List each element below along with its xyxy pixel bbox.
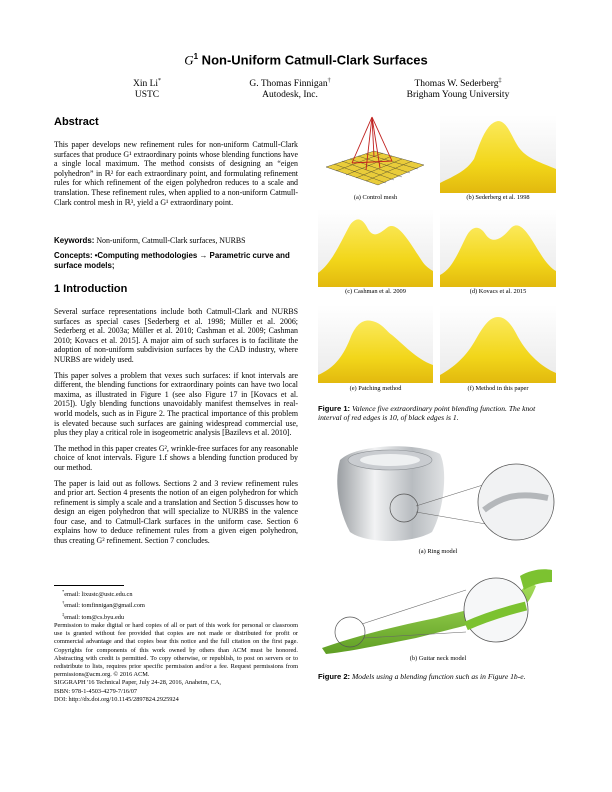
fig1-panel-caption: (e) Patching method [349,385,402,392]
panel-kovacs-2015 [440,209,556,287]
author-2 [225,76,355,101]
intro-paragraph: The paper is laid out as follows. Sections 2 and 3 review refinement rules and prior art. Section 4 presents the notion of an eigen polyhedron for which refinement is simply a scale and a translation and Section 5 discusses how to design an eigen polyhedron that will specialize to NURBS in the valence four case, and to Catmull-Clark surfaces in the uniform case. Section 6 explains how to deduce refinement rules from a given eigen polyhedron, thus creating G² refinement. Section 7 concludes. [54,478,298,546]
fig1-panel-caption: (d) Kovacs et al. 2015 [469,288,527,295]
concepts [54,251,298,270]
panel-control-mesh [318,115,433,193]
figure-caption-text: Valence five extraordinary point blending function. The knot interval of red edges is 10, of black edges is 1. [318,404,536,423]
panel-guitar-neck-model [318,564,558,654]
panel-sederberg-1998 [440,115,556,193]
author-name: Xin Li [132,79,159,90]
author-1 [92,76,202,101]
footnote: ‡email: tom@cs.byu.edu [62,611,125,621]
author-mark: ‡ [498,78,502,84]
panel-cashman-2009 [318,209,433,287]
panel-method-this-paper [440,305,556,383]
fig1-panel-caption: (f) Method in this paper [467,385,529,392]
keywords-text: Non-uniform, Catmull-Clark surfaces, NURBS [96,236,246,245]
author-affiliation: Autodesk, Inc. [262,90,318,101]
author-3 [383,76,533,101]
intro-body [54,307,298,552]
figure-1-caption [318,404,560,423]
title-sup: 1 [193,52,199,61]
venue-line: SIGGRAPH '16 Technical Paper, July 24-28, 2016, Anaheim, CA, [54,679,222,687]
fig2-panel-caption: (b) Guitar neck model [409,655,467,662]
footnote-rule [54,585,124,586]
concepts-label: Concepts: [54,251,93,260]
intro-paragraph: Several surface representations include both Catmull-Clark and NURBS surfaces as special cases [Sederberg et al. 1998; Müller et al. 2006; Sederberg et al. 2003a; Müller et al. 2010; Cashman et al. 2009; Cashman 2010; Kovacs et al. 2015]. A major aim of such surfaces is to facilitate the adoption of non-uniform subdivision surfaces by the CAD industry, where NURBS are widely used. [54,307,298,364]
abstract-heading: Abstract [54,116,99,128]
intro-paragraph: This paper solves a problem that vexes such surfaces: if knot intervals are different, the blending functions for extraordinary points can have two local maxima, as illustrated in Figure 1 (see also Figure 17 in [Kovacs et al. 2015]). Ugly blending functions unavoidably manifest themselves in real-world models, such as in Figure 2. The practical importance of this problem is elevated because such surfaces are gaining widespread commercial use, plus they play a critical role in isogeometric analysis [Bazilevs et al. 2010]. [54,370,298,438]
fig1-panel-caption: (b) Sederberg et al. 1998 [466,194,530,201]
author-name: Thomas W. Sederberg [414,79,499,90]
figure-label: Figure 2: [318,672,351,681]
fig1-panel-caption: (c) Cashman et al. 2009 [345,288,406,295]
intro-heading: 1 Introduction [54,283,128,295]
title-g: G [184,52,194,68]
footnote: *email: lixustc@ustc.edu.cn [62,589,133,599]
author-affiliation: USTC [134,90,160,101]
permission-notice: Permission to make digital or hard copies of all or part of this work for personal or classroom use is granted without fee provided that copies are not made or distributed for profit or commercial advantage and that copies bear this notice and the full citation on the first page. Copyrights for components of this work owned by others than ACM must be honored. Abstracting with credit is permitted. To copy otherwise, or republish, to post on servers or to redistribute to lists, requires prior specific permission and/or a fee. Request permissions from permissions@acm.org. © 2016 ACM. [54,621,298,679]
footnotes [54,588,298,704]
title-rest: Non-Uniform Catmull-Clark Surfaces [198,52,428,68]
paper-title [0,52,612,68]
figure-2-images [316,440,560,676]
author-affiliation: Brigham Young University [406,90,510,101]
footnote: †email: tomfinnigan@gmail.com [62,600,145,610]
keywords-label: Keywords: [54,236,95,245]
intro-paragraph: The method in this paper creates G², wrinkle-free surfaces for any reasonable choice of knot intervals. Figure 1.f shows a blending function produced by our method. [54,443,298,472]
panel-ring-model [318,440,558,544]
venue-line: ISBN: 978-1-4503-4279-7/16/07 [54,687,138,695]
concepts-text: •Computing methodologies → Parametric curve and surface models; [54,251,290,270]
keywords [54,236,298,246]
fig1-panel-caption: (a) Control mesh [353,194,398,201]
figure-caption-text: Models using a blending function such as in Figure 1b-e. [351,672,526,681]
figure-2-caption [318,672,560,681]
fig2-panel-caption: (a) Ring model [418,548,458,555]
panel-patching-method [318,305,433,383]
venue-line: DOI: http://dx.doi.org/10.1145/2897824.2925924 [54,695,179,703]
author-name: G. Thomas Finnigan [249,79,328,90]
abstract-text: This paper develops new refinement rules for non-uniform Catmull-Clark surfaces that produce G¹ extraordinary points whose blending functions have a single local maximum. The method consists of designing an “eigen polyhedron” in ℝ² for each extraordinary point, and formulating refinement rules for which refinement of the eigen polyhedron reduces to a scale and translation. These refinement rules, when applied to a non-uniform Catmull-Clark control mesh in ℝ³, yield a G¹ extraordinary point. [54,140,298,207]
author-mark: * [158,78,162,84]
author-mark: † [327,78,331,84]
figure-1-images [316,113,560,413]
figure-label: Figure 1: [318,404,351,413]
